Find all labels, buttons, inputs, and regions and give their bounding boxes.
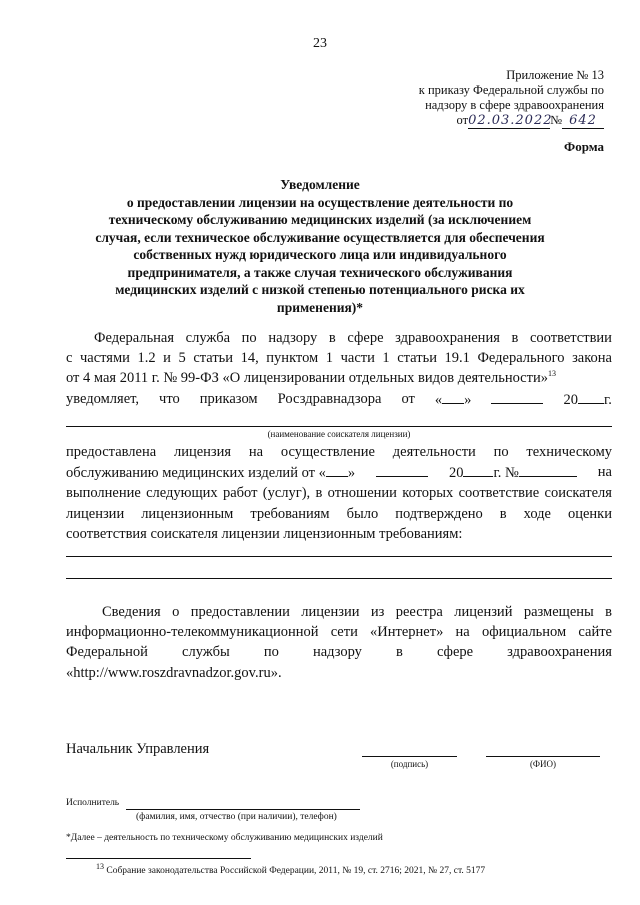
form-label: Форма xyxy=(564,139,604,154)
paragraph-registry xyxy=(66,602,612,683)
title-line: Уведомление xyxy=(280,177,360,192)
footnote-ref: 13 xyxy=(547,369,556,379)
name-line xyxy=(486,756,600,757)
month-blank xyxy=(376,462,428,477)
para3-line1: Сведения о предоставлении лицензии из реестра лицензий размещены в xyxy=(102,604,612,620)
appendix-number: Приложение № 13 xyxy=(506,68,604,82)
para2-line3: выполнение следующих работ (услуг), в отношении которых соответствие соискателя xyxy=(66,485,612,502)
paragraph-notification xyxy=(66,328,612,410)
para1-line1: Федеральная служба по надзору в сфере здравоохранения в соответствии xyxy=(94,330,612,346)
footnote-separator xyxy=(66,858,251,859)
applicant-caption: (наименование соискателя лицензии) xyxy=(267,429,411,439)
month-blank xyxy=(491,389,543,404)
paragraph-license xyxy=(66,442,612,544)
title-line: собственных нужд юридического лица или индивидуального xyxy=(133,247,507,262)
signature-line xyxy=(362,756,457,757)
document-title xyxy=(80,176,560,316)
footnote xyxy=(96,861,486,876)
footnote-number: 13 xyxy=(96,861,104,871)
appendix-agency: надзору в сфере здравоохранения xyxy=(425,98,604,112)
works-line xyxy=(66,578,612,579)
executor-label: Исполнитель xyxy=(66,798,120,808)
name-caption: (ФИО) xyxy=(529,759,557,769)
appendix-date-line xyxy=(457,113,605,129)
title-line: предпринимателя, а также случая технического обслуживания xyxy=(127,264,513,280)
para1-line4: уведомляет, что приказом Росздравнадзора от « » 20 г. xyxy=(66,390,612,408)
title-line: медицинских изделий с низкой степенью потенциального риска их xyxy=(115,282,525,297)
para2-line2: обслуживанию медицинских изделий от « » 20 г. № на xyxy=(66,464,612,482)
number-prefix: № xyxy=(550,113,562,127)
date-prefix: от xyxy=(456,113,469,127)
title-line: применения)* xyxy=(276,299,364,315)
para1-line3: от 4 мая 2011 г. № 99-ФЗ «О лицензировании отдельных видов деятельности»$^{13}$ xyxy=(66,369,556,387)
applicant-name-line xyxy=(66,426,612,427)
appendix-order-ref: к приказу Федеральной службы по xyxy=(418,83,604,97)
para3-line4: «http://www.roszdravnadzor.gov.ru». xyxy=(66,664,282,681)
title-line: техническому обслуживанию медицинских изделий (за исключением xyxy=(108,212,532,227)
para3-line2: информационно-телекоммуникационной сети «Интернет» на официальном сайте xyxy=(66,624,612,641)
works-line xyxy=(66,556,612,557)
page-number: 23 xyxy=(313,36,327,51)
para2-line5: соответствия соискателя лицензии лицензионным требованиям: xyxy=(66,525,463,542)
handwritten-date: 02.03.2022 xyxy=(468,113,553,128)
para2-line1: предоставлена лицензия на осуществление деятельности по техническому xyxy=(66,444,612,460)
footnote-text: Собрание законодательства Российской Федерации, 2011, № 19, ст. 2716; 2021, № 27, ст. 5177 xyxy=(106,866,486,876)
executor-line xyxy=(126,809,360,810)
asterisk-note: *Далее – деятельность по техническому обслуживанию медицинских изделий xyxy=(66,833,383,843)
para3-line3: Федеральной службы по надзору в сфере здравоохранения xyxy=(66,644,612,661)
handwritten-number: 642 xyxy=(562,113,604,129)
para2-line4: лицензии лицензионным требованиям было подтверждено в ходе оценки xyxy=(66,505,612,522)
title-line: о предоставлении лицензии на осуществление деятельности по xyxy=(126,194,514,210)
signatory-title: Начальник Управления xyxy=(66,741,210,757)
signature-caption: (подпись) xyxy=(390,759,429,769)
title-line: случая, если техническое обслуживание осуществляется для обеспечения xyxy=(95,229,545,245)
para1-line2: с частями 1.2 и 5 статьи 14, пунктом 1 части 1 статьи 19.1 Федерального закона xyxy=(66,350,612,367)
license-number-blank xyxy=(519,462,577,477)
executor-caption: (фамилия, имя, отчество (при наличии), телефон) xyxy=(136,812,337,822)
